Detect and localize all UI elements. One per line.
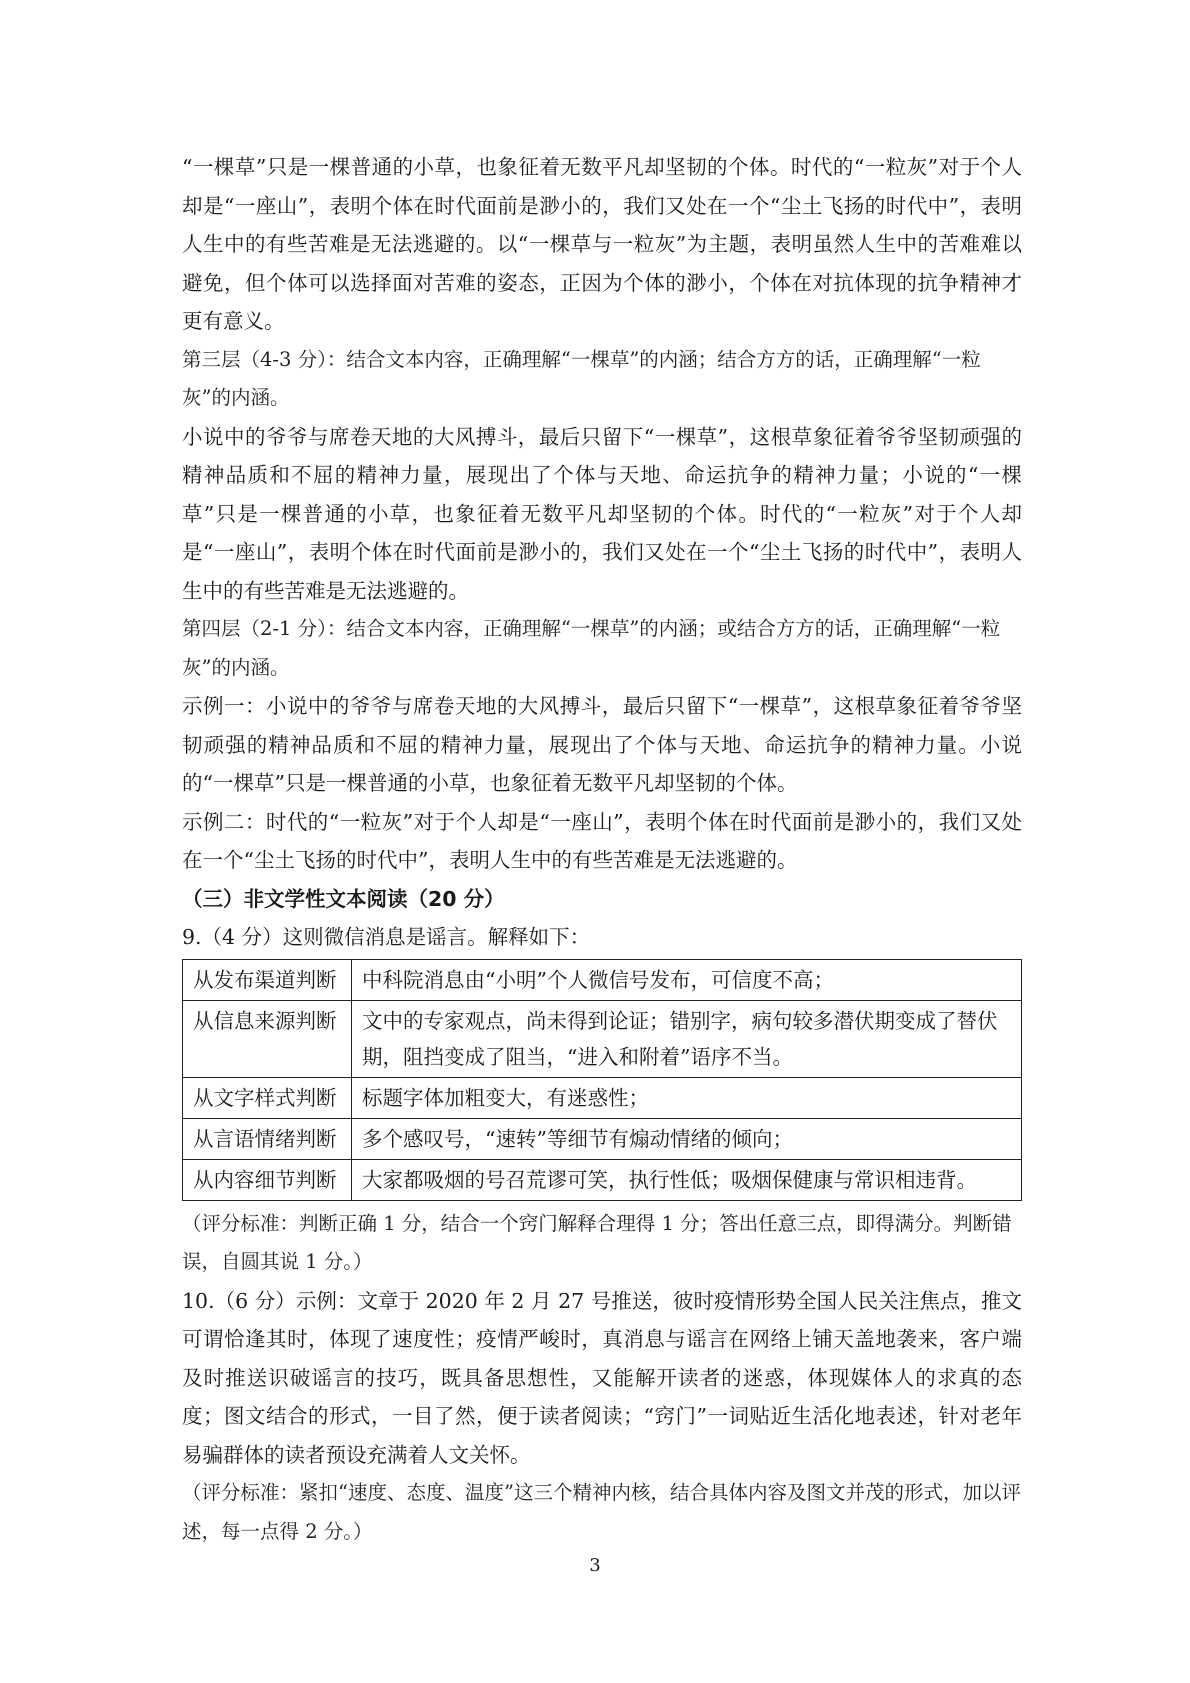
page-content — [182, 148, 1022, 1551]
example-one: 示例一：小说中的爷爷与席卷天地的大风搏斗，最后只留下“一棵草”，这根草象征着爷爷坚韧顽强的精神品质和不屈的精神力量，展现出了个体与天地、命运抗争的精神力量。小说的“一棵草”只是一棵普通的小草，也象征着无数平凡却坚韧的个体。 — [182, 694, 1022, 795]
table-row-label: 从发布渠道判断 — [183, 959, 352, 1000]
scoring-criteria-10: （评分标准：紧扣“速度、态度、温度”这三个精神内核，结合具体内容及图文并茂的形式，加以评述，每一点得 2 分。） — [182, 1481, 1021, 1543]
judgment-table — [182, 959, 1022, 1201]
table-row-label: 从内容细节判断 — [183, 1159, 352, 1200]
paragraph-level3-example: 小说中的爷爷与席卷天地的大风搏斗，最后只留下“一棵草”，这根草象征着爷爷坚韧顽强的精神品质和不屈的精神力量，展现出了个体与天地、命运抗争的精神力量；小说的“一棵草”只是一棵普通的小草，也象征着无数平凡却坚韧的个体。时代的“一粒灰”对于个人却是“一座山”，表明个体在时代面前是渺小的，我们又处在一个“尘土飞扬的时代中”，表明人生中的有些苦难是无法逃避的。 — [182, 424, 1022, 603]
example-two: 示例二：时代的“一粒灰”对于个人却是“一座山”，表明个体在时代面前是渺小的，我们又处在一个“尘土飞扬的时代中”，表明人生中的有些苦难是无法逃避的。 — [182, 809, 1022, 872]
table-row-text: 多个感叹号，“速转”等细节有煽动情绪的倾向； — [352, 1118, 1022, 1159]
table-row-label: 从言语情绪判断 — [183, 1118, 352, 1159]
table-row — [183, 959, 1022, 1000]
table-row-label: 从信息来源判断 — [183, 1000, 352, 1077]
table-row-label: 从文字样式判断 — [183, 1077, 352, 1118]
section-heading: （三）非文学性文本阅读（20 分） — [182, 886, 505, 911]
table-row-text: 大家都吸烟的号召荒谬可笑，执行性低；吸烟保健康与常识相违背。 — [352, 1159, 1022, 1200]
scoring-level-4: 第四层（2-1 分）：结合文本内容，正确理解“一棵草”的内涵；或结合方方的话，正确理解“一粒灰”的内涵。 — [182, 617, 1001, 679]
table-row-text: 标题字体加粗变大，有迷惑性； — [352, 1077, 1022, 1118]
table-row — [183, 1118, 1022, 1159]
scoring-criteria-9: （评分标准：判断正确 1 分，结合一个窍门解释合理得 1 分；答出任意三点，即得满分。判断错误，自圆其说 1 分。） — [182, 1211, 1012, 1273]
table-row-text: 中科院消息由“小明”个人微信号发布，可信度不高； — [352, 959, 1022, 1000]
table-row — [183, 1077, 1022, 1118]
table-row — [183, 1000, 1022, 1077]
scoring-level-3: 第三层（4-3 分）：结合文本内容，正确理解“一棵草”的内涵；结合方方的话，正确理解“一粒灰”的内涵。 — [182, 347, 981, 409]
question-10: 10.（6 分）示例：文章于 2020 年 2 月 27 号推送，彼时疫情形势全国人民关注焦点，推文可谓恰逢其时，体现了速度性；疫情严峻时，真消息与谣言在网络上铺天盖地袭来，客户端及时推送识破谣言的技巧，既具备思想性，又能解开读者的迷惑，体现媒体人的求真的态度；图文结合的形式，一目了然，便于读者阅读；“窍门”一词贴近生活化地表述，针对老年易骗群体的读者预设充满着人文关怀。 — [182, 1288, 1022, 1467]
table-row — [183, 1159, 1022, 1200]
page-number: 3 — [589, 1555, 601, 1576]
question-9: 9.（4 分）这则微信消息是谣言。解释如下： — [182, 925, 591, 949]
paragraph-analysis: “一棵草”只是一棵普通的小草，也象征着无数平凡却坚韧的个体。时代的“一粒灰”对于个人却是“一座山”，表明个体在时代面前是渺小的，我们又处在一个“尘土飞扬的时代中”，表明人生中的有些苦难是无法逃避的。以“一棵草与一粒灰”为主题，表明虽然人生中的苦难难以避免，但个体可以选择面对苦难的姿态，正因为个体的渺小，个体在对抗体现的抗争精神才更有意义。 — [182, 155, 1022, 333]
table-row-text: 文中的专家观点，尚未得到论证；错别字，病句较多潜伏期变成了替伏期，阻挡变成了阻当，“进入和附着”语序不当。 — [352, 1000, 1022, 1077]
